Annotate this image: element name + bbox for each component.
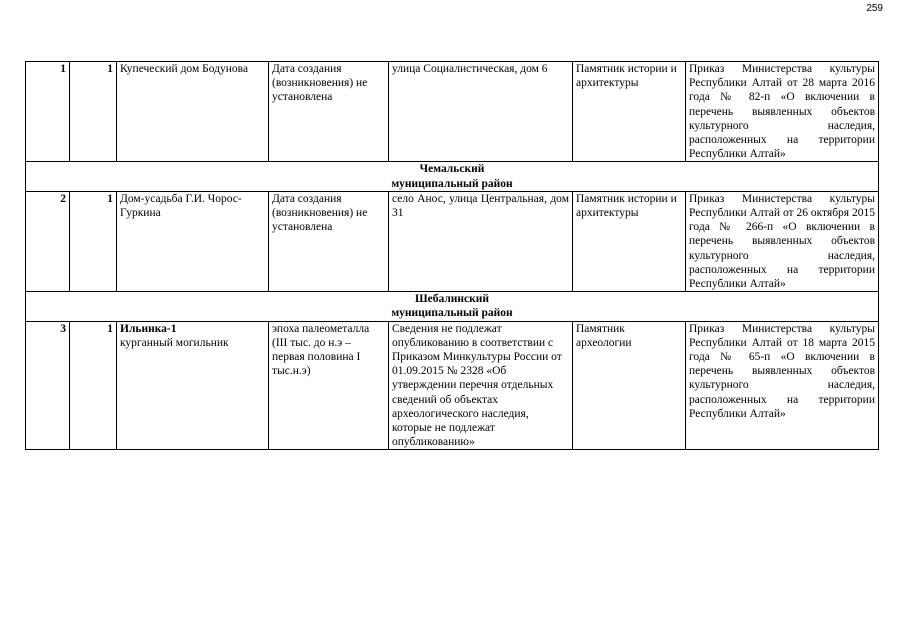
object-name: Ильинка-1 <box>120 322 177 335</box>
object-name-cell <box>117 62 269 162</box>
creation-date-cell: эпоха палеометалла (III тыс. до н.э – первая половина I тыс.н.э) <box>269 321 389 450</box>
table-row <box>26 62 879 162</box>
page-number: 259 <box>866 3 883 14</box>
creation-date-cell: Дата создания (возникновения) не установлена <box>269 191 389 291</box>
local-number-cell: 1 <box>70 191 117 291</box>
address-cell: Сведения не подлежат опубликованию в соответствии с Приказом Минкультуры России от 01.09.2015 № 2328 «Об утверждении перечня отдельных сведений об объектах археологического наследия, которые не подлежат опубликованию» <box>389 321 573 450</box>
object-name-cell <box>117 191 269 291</box>
section-row <box>26 292 879 321</box>
section-title: Шебалинский <box>414 293 490 306</box>
category-cell: Памятник истории и архитектуры <box>573 191 686 291</box>
section-header <box>26 292 879 321</box>
order-cell: Приказ Министерства культуры Республики Алтай от 28 марта 2016 года № 82-п «О включении в перечень выявленных объектов культурного наследия, расположенных на территории Республики Алтай» <box>686 62 879 162</box>
object-name: Купеческий дом Бодунова <box>120 63 249 75</box>
table-row <box>26 321 879 450</box>
category-cell: Памятник истории и архитектуры <box>573 62 686 162</box>
order-cell: Приказ Министерства культуры Республики Алтай от 18 марта 2015 года № 65-п «О включении в перечень выявленных объектов культурного наследия, расположенных на территории Республики Алтай» <box>686 321 879 450</box>
object-name-cell <box>117 321 269 450</box>
object-name: Дом-усадьба Г.И. Чорос-Гуркина <box>120 192 242 220</box>
address-cell: село Анос, улица Центральная, дом 31 <box>389 191 573 291</box>
section-row <box>26 162 879 191</box>
address-cell: улица Социалистическая, дом 6 <box>389 62 573 162</box>
heritage-registry-table <box>25 61 879 450</box>
global-number-cell: 1 <box>26 62 70 162</box>
local-number-cell: 1 <box>70 62 117 162</box>
global-number-cell: 3 <box>26 321 70 450</box>
object-type: курганный могильник <box>120 336 229 349</box>
section-subtitle: муниципальный район <box>391 307 513 320</box>
global-number-cell: 2 <box>26 191 70 291</box>
category-cell: Памятник археологии <box>573 321 686 450</box>
section-header <box>26 162 879 191</box>
section-subtitle: муниципальный район <box>391 177 513 190</box>
section-title: Чемальский <box>419 163 485 176</box>
table-row <box>26 191 879 291</box>
local-number-cell: 1 <box>70 321 117 450</box>
order-cell: Приказ Министерства культуры Республики Алтай от 26 октября 2015 года № 266-п «О включении в перечень выявленных объектов культурного наследия, расположенных на территории Республики Алтай» <box>686 191 879 291</box>
creation-date-cell: Дата создания (возникновения) не установлена <box>269 62 389 162</box>
